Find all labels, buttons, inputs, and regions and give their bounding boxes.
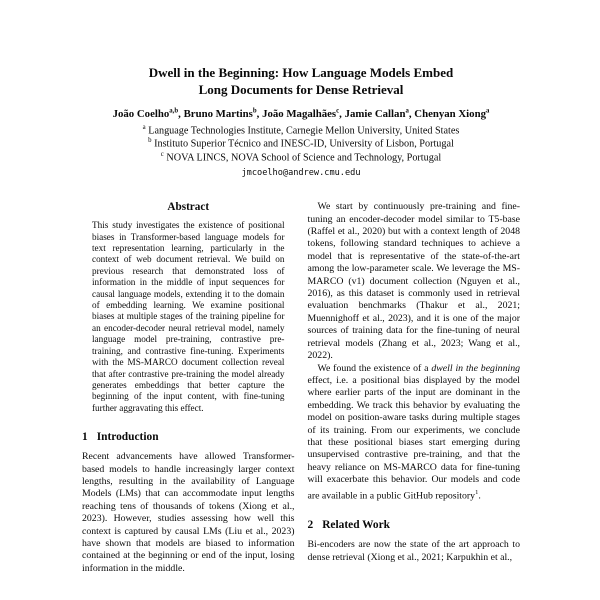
section-heading-introduction bbox=[82, 431, 295, 443]
author-affil-mark: c bbox=[336, 107, 340, 115]
affil-text: Language Technologies Institute, Carnegie Mellon University, United States bbox=[145, 125, 460, 137]
body-paragraph: We start by continuously pre-training and fine-tuning an encoder-decoder model similar to T5-base (Raffel et al., 2020) but with a context length of 2048 tokens, following standard techniques to achieve a model that is representative of the state-of-the-art among the low-parameter scale. We leverage the MS-MARCO (v1) document collection (Nguyen et al., 2016), as this dataset is commonly used in retrieval evaluation benchmarks (Thakur et al., 2021; Muennighoff et al., 2023), and it is one of the major sources of training data for the fine-tuning of neural retrieval models (Zhang et al., 2023; Wang et al., 2022). bbox=[307, 201, 520, 362]
affiliation-line bbox=[82, 137, 520, 150]
author-name: João Coelho bbox=[112, 107, 170, 120]
author bbox=[262, 108, 345, 120]
author-name: Jamie Callan bbox=[344, 107, 406, 120]
affiliation-line bbox=[82, 151, 520, 164]
author-line bbox=[82, 107, 520, 120]
two-column-body bbox=[82, 201, 520, 575]
author-affil-mark: a,b bbox=[169, 107, 179, 115]
footnote-marker: 1 bbox=[475, 488, 479, 496]
author-name: Bruno Martins bbox=[183, 107, 253, 120]
author-affil-mark: a bbox=[405, 107, 409, 115]
paper-title-line2: Long Documents for Dense Retrieval bbox=[198, 82, 404, 98]
author bbox=[184, 108, 262, 120]
right-column bbox=[308, 201, 521, 575]
paper-title-line1: Dwell in the Beginning: How Language Models Embed bbox=[148, 65, 454, 80]
contact-email: jmcoelho@andrew.cmu.edu bbox=[241, 168, 361, 179]
emphasized-term: dwell in the beginning bbox=[431, 362, 520, 374]
affil-mark: c bbox=[160, 150, 164, 158]
abstract-text: This study investigates the existence of positional biases in Transformer-based language models for text representation learning, particularly in the context of web document retrieval. We build on previous research that demonstrated loss of information in the middle of input sequences for causal language models, extending it to the domain of embedding learning. We examine positional biases at multiple stages of the training pipeline for an encoder-decoder neural retrieval model, namely language model pre-training, contrastive pre-training, and contrastive fine-tuning. Experiments with the MS-MARCO document collection reveal that after contrastive pre-training the model already generates embeddings that better capture the beginning of the input content, with fine-tuning further aggravating this effect. bbox=[92, 220, 285, 413]
author-separator: , bbox=[256, 107, 263, 120]
affil-mark: b bbox=[148, 137, 152, 145]
author-separator: , bbox=[408, 107, 415, 120]
author-affil-mark: a bbox=[485, 107, 490, 115]
section-title: Related Work bbox=[322, 519, 391, 532]
affil-mark: a bbox=[142, 123, 146, 131]
affil-text: Instituto Superior Técnico and INESC-ID, University of Lisbon, Portugal bbox=[151, 138, 454, 150]
left-column bbox=[82, 201, 295, 575]
paper-title bbox=[82, 64, 520, 98]
section-title: Introduction bbox=[96, 431, 159, 444]
affiliations bbox=[82, 124, 520, 164]
body-paragraph bbox=[308, 363, 521, 503]
author-separator: , bbox=[339, 107, 345, 120]
section-heading-related-work bbox=[308, 519, 521, 531]
related-work-paragraph: Bi-encoders are now the state of the art approach to dense retrieval (Xiong et al., 2021; Karpukhin et al., bbox=[307, 539, 520, 563]
abstract-heading: Abstract bbox=[167, 201, 210, 214]
introduction-paragraph: Recent advancements have allowed Transformer-based models to handle increasingly larger context lengths, resulting in the availability of Language Models (LMs) that can accommodate input lengths reaching tens of thousands of tokens (Xiong et al., 2023). However, studies assessing how well this context is captured by causal LMs (Liu et al., 2023) have shown that models are biased to information contained at the beginning or end of the input, losing information in the middle. bbox=[82, 451, 295, 574]
paragraph-text: We found the existence of a bbox=[317, 362, 432, 374]
author-affil-mark: b bbox=[252, 107, 257, 115]
section-number: 2 bbox=[307, 519, 314, 532]
author bbox=[345, 108, 415, 120]
paragraph-text: . bbox=[478, 489, 481, 501]
affil-text: NOVA LINCS, NOVA School of Science and Technology, Portugal bbox=[163, 152, 442, 164]
paragraph-text: effect, i.e. a positional bias displayed by the model where earlier parts of the input are dominant in the embedding. We track this behavior by evaluating the model on position-aware tasks during multiple stages of its training. From our experiments, we conclude that these positional biases start emerging during unsupervised contrastive pre-training, and that the heavy reliance on MS-MARCO data for fine-tuning will exacerbate this behavior. Our models and code are available in a public GitHub repository bbox=[307, 374, 520, 501]
author-separator: , bbox=[178, 107, 184, 120]
author-name: João Magalhães bbox=[262, 107, 337, 120]
author bbox=[113, 108, 184, 120]
affiliation-line bbox=[82, 124, 520, 137]
section-number: 1 bbox=[82, 431, 88, 444]
author bbox=[414, 108, 489, 120]
author-name: Chenyan Xiong bbox=[414, 107, 486, 120]
